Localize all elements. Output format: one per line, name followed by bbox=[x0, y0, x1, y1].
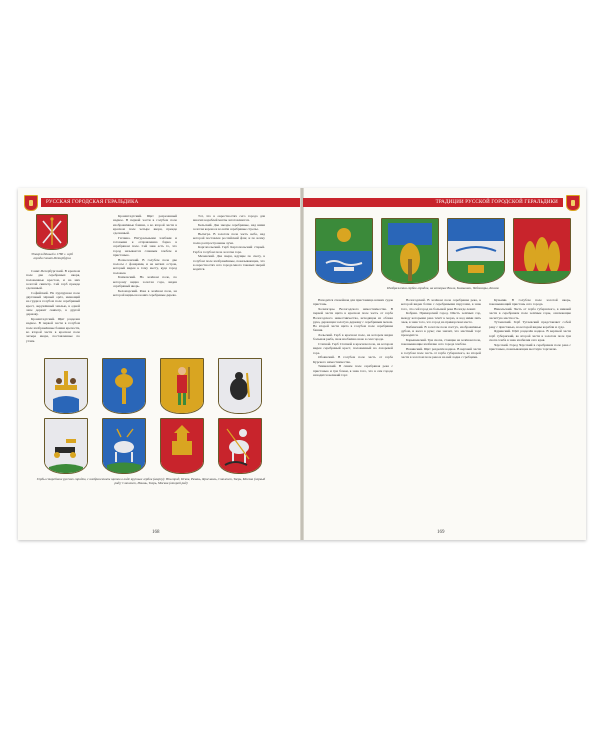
paragraph: Барышевский. Три снопа, стоящие на зелёном поле, показывающие изобилие сего города хлебом. bbox=[401, 337, 481, 347]
cheboksary-coat-of-arms bbox=[447, 218, 505, 284]
paragraph: Обоянский. В голубом поле часть от герба Курского наместничества. bbox=[313, 355, 393, 364]
paragraph: Софийский. На пурпурном поле двуглавый чёрный орёл, имеющий на груди в голубом поле серебряный крест, окружённый эмалью, в одной лапе держит скипетр, в другой державу. bbox=[26, 290, 80, 317]
paragraph: Степной. Герб Степной в красном поле, на котором виден серебряный крест, положенный на лазоревой горе. bbox=[313, 342, 393, 355]
page-number-left: 168 bbox=[152, 530, 160, 535]
paragraph: Каргопольский. Герб Каргопольский старый. Герб в голубом поле золотая гора. bbox=[193, 245, 265, 254]
left-header-title: РУССКАЯ ГОРОДСКАЯ ГЕРАЛЬДИКА bbox=[46, 200, 139, 205]
paragraph: Санкт-Петербургский. В красном поле два серебряных якоря, положенные крестом, и на них золотой скипетр. Сей герб прежде сделанный. bbox=[26, 269, 80, 291]
paragraph: Вознесенский. В голубом поле две полосы с фонарями, и на ветвях остров, который виден к тому месту, куда город положен. bbox=[113, 257, 177, 275]
tver-coat-of-arms bbox=[160, 418, 204, 474]
paragraph: Кронштадтский. Щит разрезанный надвое. В первой части в голубом поле изображённые башни, а во второй части в красном поле четыре якоря, прежде сделанный. bbox=[113, 214, 177, 236]
paragraph: Бахмачский. На зелёном поле, по которому видна золотая гора, виден серебряный якорь. bbox=[113, 275, 177, 288]
novgorod-coat-of-arms bbox=[44, 358, 88, 414]
paragraph: Чаусский. Город Чаусский в серебряном поле река с пристанью, показывающие местную торговлю. bbox=[489, 342, 571, 351]
right-header bbox=[303, 198, 586, 207]
paragraph: Тот, что в окрестностях сего города для многих кораблей мачты заготовляются. bbox=[193, 214, 265, 223]
right-header-title: ТРАДИЦИИ РУССКОЙ ГОРОДСКОЙ ГЕРАЛЬДИКИ bbox=[435, 200, 558, 205]
paragraph: Кузьмин. В голубом поле золотой якорь, показывающий пристань сего города. bbox=[489, 298, 571, 307]
right-text-column-1 bbox=[313, 298, 393, 522]
paragraph: Кронштадтский. Щит разделен надвое. В первой части в голубом поле изображённые башни крепости, во второй части в красном поле четыре якоря, поставленные по углам. bbox=[26, 317, 80, 343]
left-caption-top: Утверждённый в 1780 г. герб города Санкт-Петербурга bbox=[31, 252, 73, 261]
paragraph: Тутаевский. Герб Тутаевский представляет собой реку с пристанью, на которой видны корабли и суда. bbox=[489, 320, 571, 329]
paragraph: Ядринский. Щит разделён надвое. В верхней части герб губернский, во второй части в золотом поле три снопа хлеба в знак изобилия сего края. bbox=[489, 329, 571, 342]
paragraph: Находится спокойная для пристанища всяких судов пристань. bbox=[313, 298, 393, 307]
left-text-column-2 bbox=[113, 214, 177, 350]
paragraph: Мезенский. Два зверя, идущие по снегу, в голубом поле изображённые, показывающие, что в окрестностях сего города много таковых зверей водится. bbox=[193, 254, 265, 272]
ryazan-coat-of-arms bbox=[160, 358, 204, 414]
paragraph: Тимковский. В синем поле серебряная река с пристанью и три бочки, в знак того, что в сем городе находится великий торг. bbox=[313, 364, 393, 377]
paragraph: Лальский. Герб в красном поле, на котором видна большая рыба, знак изобилия оною в сем городе. bbox=[313, 333, 393, 342]
left-caption-bottom: Гербы старейших русских городов, с изображением щитов в виде крупных гербов (вверху): Новгород, Псков, Рязань, Ярославль, Смоленск, Тверь, Москва (первый ряд); Смоленск, Рязань, Тверь, Москва (второй ряд) bbox=[36, 477, 266, 486]
paragraph: Новинский. Щит разделён надвое. В верхней части в голубом поле часть от герба губернского, во второй части в золотом поле река и на ней лодка с гребцами. bbox=[401, 346, 481, 360]
paragraph: Вытегра. В золотом поле часть неба, над которой поставлен российский флаг, и по всему полю распространены лучи. bbox=[193, 231, 265, 245]
left-page bbox=[18, 188, 301, 540]
page-number-right: 169 bbox=[437, 530, 445, 535]
header-coat-of-arms-icon bbox=[24, 195, 38, 211]
paragraph: Хибинский. В золотом поле пастух, изображённые дубом, и жезл в руке; сие значит, что местный торг проводится. bbox=[401, 324, 481, 338]
paragraph: Беломорский. Река в зелёном поле, на которой видны на конях серебряные дерева. bbox=[113, 288, 177, 297]
right-text-column-3 bbox=[489, 298, 571, 522]
saint-petersburg-coat-of-arms bbox=[36, 214, 68, 250]
volga-coat-of-arms bbox=[315, 218, 373, 284]
right-text-column-2 bbox=[401, 298, 481, 522]
pskov-coat-of-arms bbox=[102, 358, 146, 414]
left-header bbox=[18, 198, 301, 207]
kamyshin-coat-of-arms bbox=[381, 218, 439, 284]
left-text-column-1 bbox=[26, 269, 80, 349]
paragraph: Бельский. Две звезды серебряные, над ними золотая корона и во всём серебряные стрелы. bbox=[193, 222, 265, 232]
book-spread bbox=[18, 188, 586, 540]
paragraph: Холмогоры. Вологодского наместничества. В первой части щита в красном поле часть от герба Вологодского наместничества, исходящая из облака рука, держащая золотую державу с серебряным мечом. Во второй части щита в голубом поле серебряная башня. bbox=[313, 306, 393, 333]
paragraph: Никольский. Часть от герба губернского, в нижней части в серебряном поле зелёные горы, означающие лесистую местность. bbox=[489, 306, 571, 320]
paragraph: Кобрин. Приморский город. Шесть зелёных гор, между которыми река течёт к морю, и над ними пять чаек, в знак того, что город на приморском месте. bbox=[401, 311, 481, 324]
right-page bbox=[303, 188, 586, 540]
right-caption-top: Изображения гербов городов, на которых Волга, Камышин, Чебоксары, Козлов bbox=[387, 286, 499, 290]
paragraph: Гатчина. Натуральными хлебами и готовыми к отправлению барка в серебряном поле. Сей знак есть то, что город называется славным хлебом и пристанью. bbox=[113, 235, 177, 258]
header-coat-of-arms-icon bbox=[566, 195, 580, 211]
moscow-coat-of-arms bbox=[218, 418, 262, 474]
yaroslavl-coat-of-arms bbox=[218, 358, 262, 414]
smolensk-coat-of-arms bbox=[44, 418, 88, 474]
kozlov-coat-of-arms bbox=[513, 218, 571, 284]
ryazan-coat-of-arms-2 bbox=[102, 418, 146, 474]
left-text-column-3 bbox=[193, 214, 265, 350]
paragraph: Вологодский. В зелёном поле серебряная река, в которой виден ботик с серебряными парусами, в знак того, что сей город на большой реке Вологде лежит. bbox=[401, 298, 481, 311]
